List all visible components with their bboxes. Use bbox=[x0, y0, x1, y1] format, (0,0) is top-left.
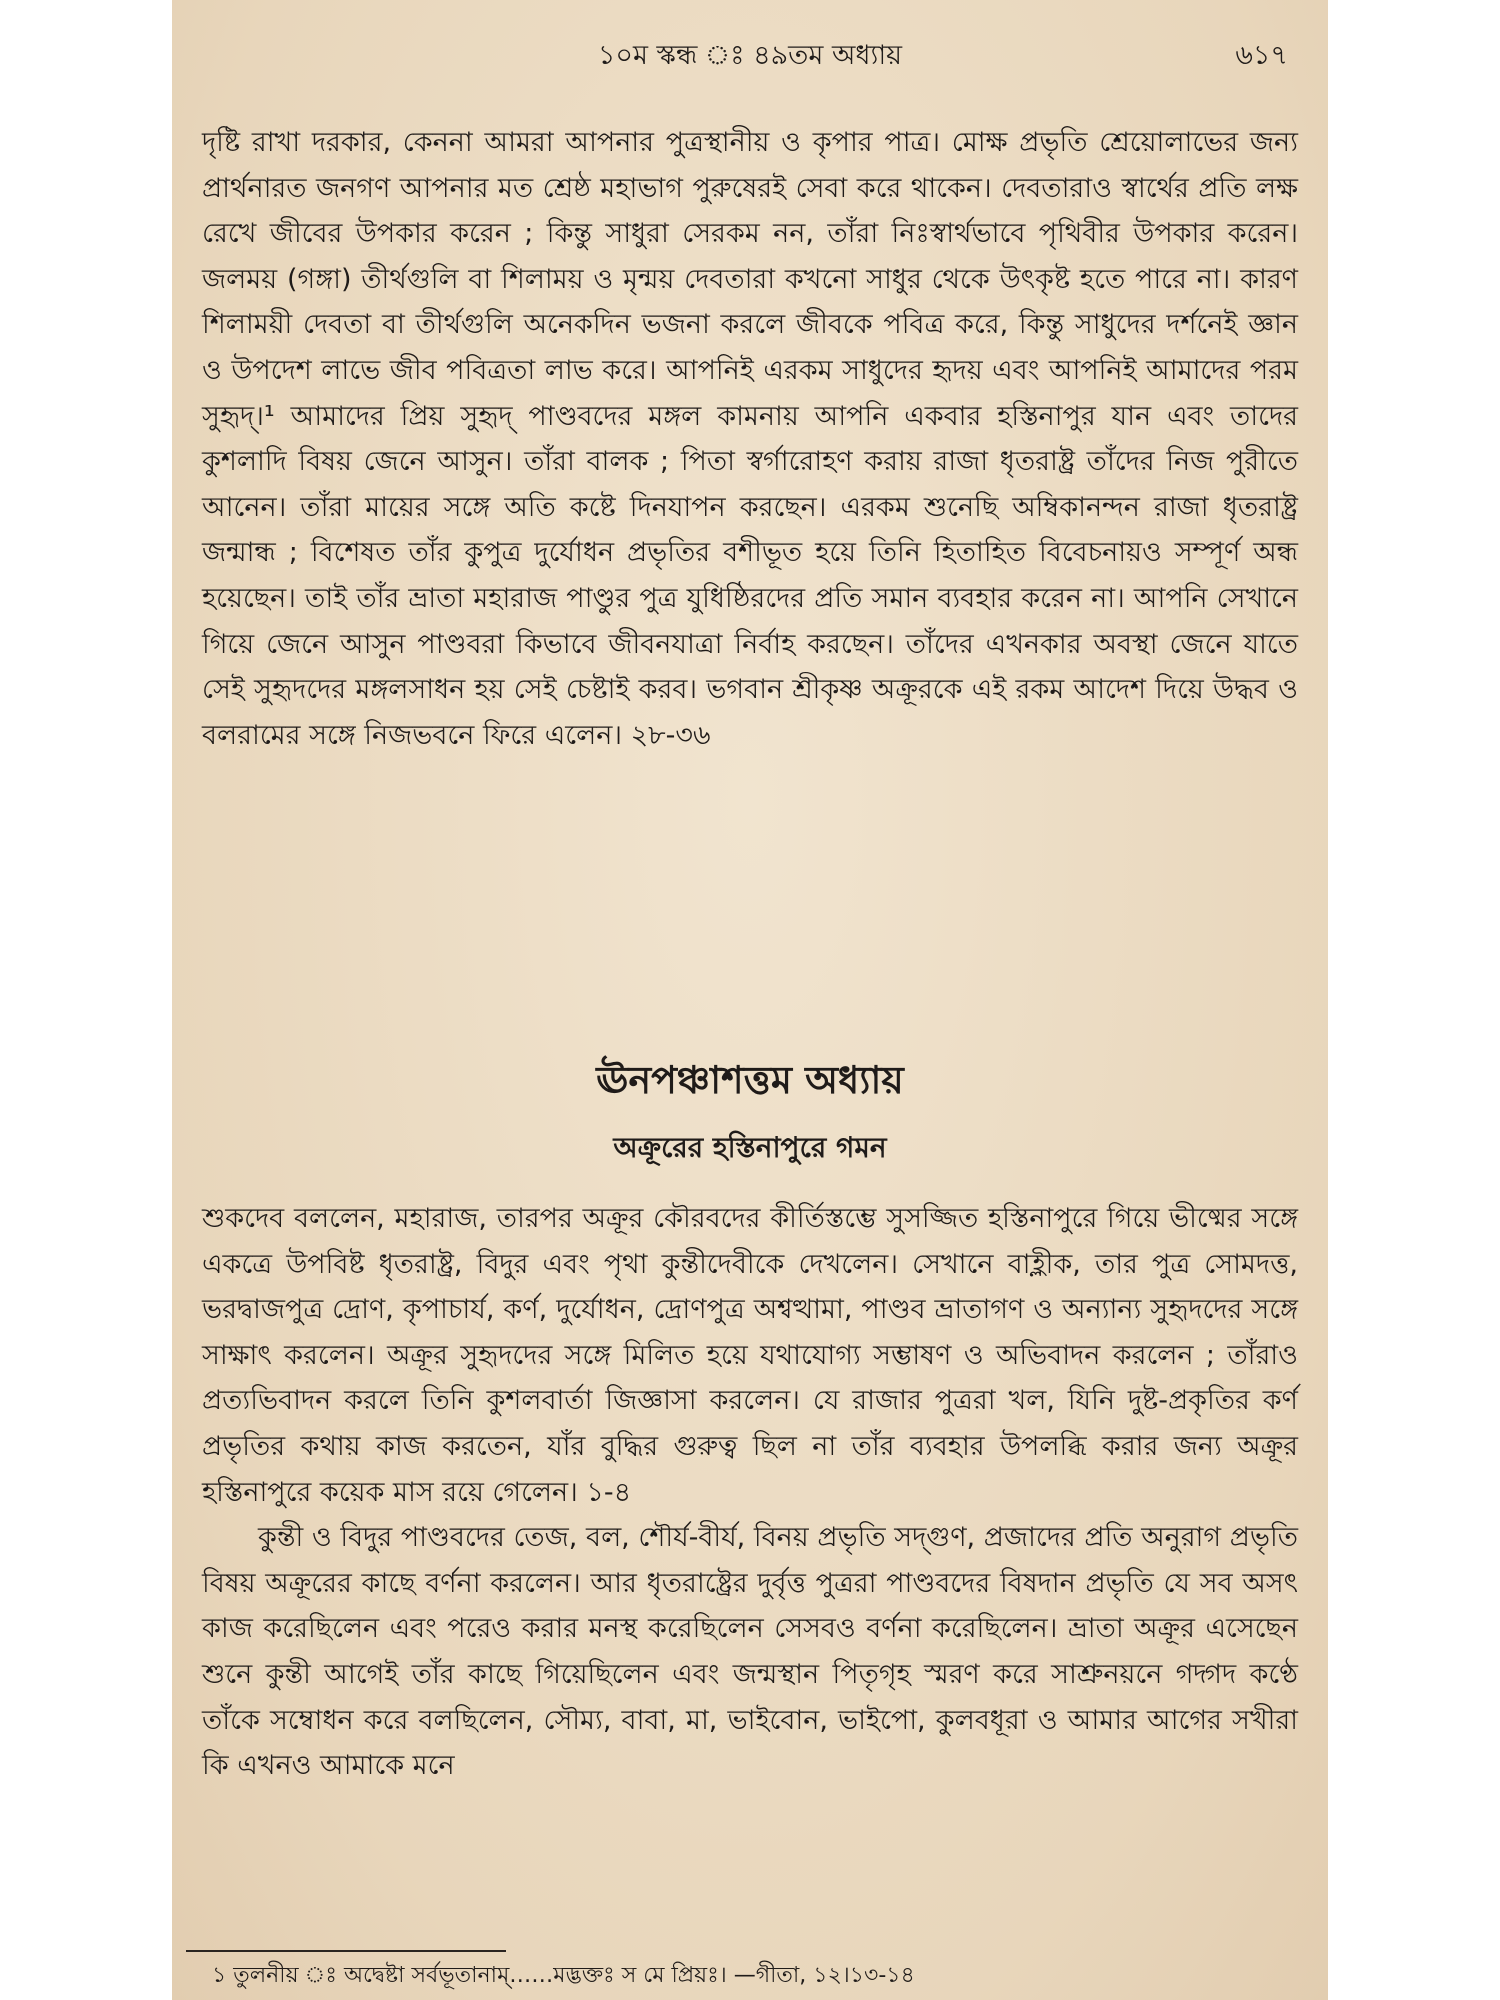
paragraph: দৃষ্টি রাখা দরকার, কেননা আমরা আপনার পুত্রস্থানীয় ও কৃপার পাত্র। মোক্ষ প্রভৃতি শ্রেয়োলাভের জন্য প্রার্থনারত জনগণ আপনার মত শ্রেষ্ঠ মহাভাগ পুরুষেরই সেবা করে থাকেন। দেবতারাও স্বার্থের প্রতি লক্ষ রেখে জীবের উপকার করেন ; কিন্তু সাধুরা সেরকম নন, তাঁরা নিঃস্বার্থভাবে পৃথিবীর উপকার করেন। জলময় (গঙ্গা) তীর্থগুলি বা শিলাময় ও মৃন্ময় দেবতারা কখনো সাধুর থেকে উৎকৃষ্ট হতে পারে না। কারণ শিলাময়ী দেবতা বা তীর্থগুলি অনেকদিন ভজনা করলে জীবকে পবিত্র করে, কিন্তু সাধুদের দর্শনেই জ্ঞান ও উপদেশ লাভে জীব পবিত্রতা লাভ করে। আপনিই এরকম সাধুদের হৃদয় এবং আপনিই আমাদের পরম সুহৃদ্।¹ আমাদের প্রিয় সুহৃদ্ পাণ্ডবদের মঙ্গল কামনায় আপনি একবার হস্তিনাপুর যান এবং তাদের কুশলাদি বিষয় জেনে আসুন। তাঁরা বালক ; পিতা স্বর্গারোহণ করায় রাজা ধৃতরাষ্ট্র তাঁদের নিজ পুরীতে আনেন। তাঁরা মায়ের সঙ্গে অতি কষ্টে দিনযাপন করছেন। এরকম শুনেছি অম্বিকানন্দন রাজা ধৃতরাষ্ট্র জন্মান্ধ ; বিশেষত তাঁর কুপুত্র দুর্যোধন প্রভৃতির বশীভূত হয়ে তিনি হিতাহিত বিবেচনায়ও সম্পূর্ণ অন্ধ হয়েছেন। তাই তাঁর ভ্রাতা মহারাজ পাণ্ডুর পুত্র যুধিষ্ঠিরদের প্রতি সমান ব্যবহার করেন না। আপনি সেখানে গিয়ে জেনে আসুন পাণ্ডবরা কিভাবে জীবনযাত্রা নির্বাহ করছেন। তাঁদের এখনকার অবস্থা জেনে যাতে সেই সুহৃদদের মঙ্গলসাধন হয় সেই চেষ্টাই করব। ভগবান শ্রীকৃষ্ণ অক্রূরকে এই রকম আদেশ দিয়ে উদ্ধব ও বলরামের সঙ্গে নিজভবনে ফিরে এলেন। ২৮-৩৬ bbox=[202, 127, 1298, 751]
running-head: ১০ম স্কন্ধ ঃ ৪৯তম অধ্যায় bbox=[597, 40, 903, 71]
footnote: ১ তুলনীয় ঃ অদ্বেষ্টা সর্বভূতানাম্……মদ্ভক্তঃ স মে প্রিয়ঃ। —গীতা, ১২।১৩-১৪ bbox=[212, 1963, 915, 1988]
paragraph: শুকদেব বললেন, মহারাজ, তারপর অক্রূর কৌরবদের কীর্তিস্তম্ভে সুসজ্জিত হস্তিনাপুরে গিয়ে ভীষ্মের সঙ্গে একত্রে উপবিষ্ট ধৃতরাষ্ট্র, বিদুর এবং পৃথা কুন্তীদেবীকে দেখলেন। সেখানে বাহ্লীক, তার পুত্র সোমদত্ত, ভরদ্বাজপুত্র দ্রোণ, কৃপাচার্য, কর্ণ, দুর্যোধন, দ্রোণপুত্র অশ্বত্থামা, পাণ্ডব ভ্রাতাগণ ও অন্যান্য সুহৃদদের সঙ্গে সাক্ষাৎ করলেন। অক্রূর সুহৃদদের সঙ্গে মিলিত হয়ে যথাযোগ্য সম্ভাষণ ও অভিবাদন করলেন ; তাঁরাও প্রত্যভিবাদন করলে তিনি কুশলবার্তা জিজ্ঞাসা করলেন। যে রাজার পুত্ররা খল, যিনি দুষ্ট-প্রকৃতির কর্ণ প্রভৃতির কথায় কাজ করতেন, যাঁর বুদ্ধির গুরুত্ব ছিল না তাঁর ব্যবহার উপলব্ধি করার জন্য অক্রূর হস্তিনাপুরে কয়েক মাস রয়ে গেলেন। ১-৪ bbox=[202, 1203, 1298, 1508]
footnote-divider bbox=[186, 1950, 506, 1952]
page-header bbox=[172, 36, 1328, 76]
chapter-subtitle: অক্রূরের হস্তিনাপুরে গমন bbox=[613, 1131, 887, 1164]
book-page bbox=[172, 0, 1328, 2000]
chapter-48-ending-text bbox=[202, 120, 1298, 1000]
paragraph: কুন্তী ও বিদুর পাণ্ডবদের তেজ, বল, শৌর্য-বীর্য, বিনয় প্রভৃতি সদ্গুণ, প্রজাদের প্রতি অনুরাগ প্রভৃতি বিষয় অক্রূরের কাছে বর্ণনা করলেন। আর ধৃতরাষ্ট্রের দুর্বৃত্ত পুত্ররা পাণ্ডবদের বিষদান প্রভৃতি যে সব অসৎ কাজ করেছিলেন এবং পরেও করার মনস্থ করেছিলেন সেসবও বর্ণনা করেছিলেন। ভ্রাতা অক্রূর এসেছেন শুনে কুন্তী আগেই তাঁর কাছে গিয়েছিলেন এবং জন্মস্থান পিতৃগৃহ স্মরণ করে সাশ্রুনয়নে গদ্গদ কণ্ঠে তাঁকে সম্বোধন করে বলছিলেন, সৌম্য, বাবা, মা, ভাইবোন, ভাইপো, কুলবধূরা ও আমার আগের সখীরা কি এখনও আমাকে মনে bbox=[202, 1522, 1298, 1782]
chapter-title: ঊনপঞ্চাশত্তম অধ্যায় bbox=[596, 1058, 904, 1102]
page-number: ৬১৭ bbox=[1235, 40, 1288, 71]
chapter-49-text bbox=[202, 1196, 1298, 1936]
